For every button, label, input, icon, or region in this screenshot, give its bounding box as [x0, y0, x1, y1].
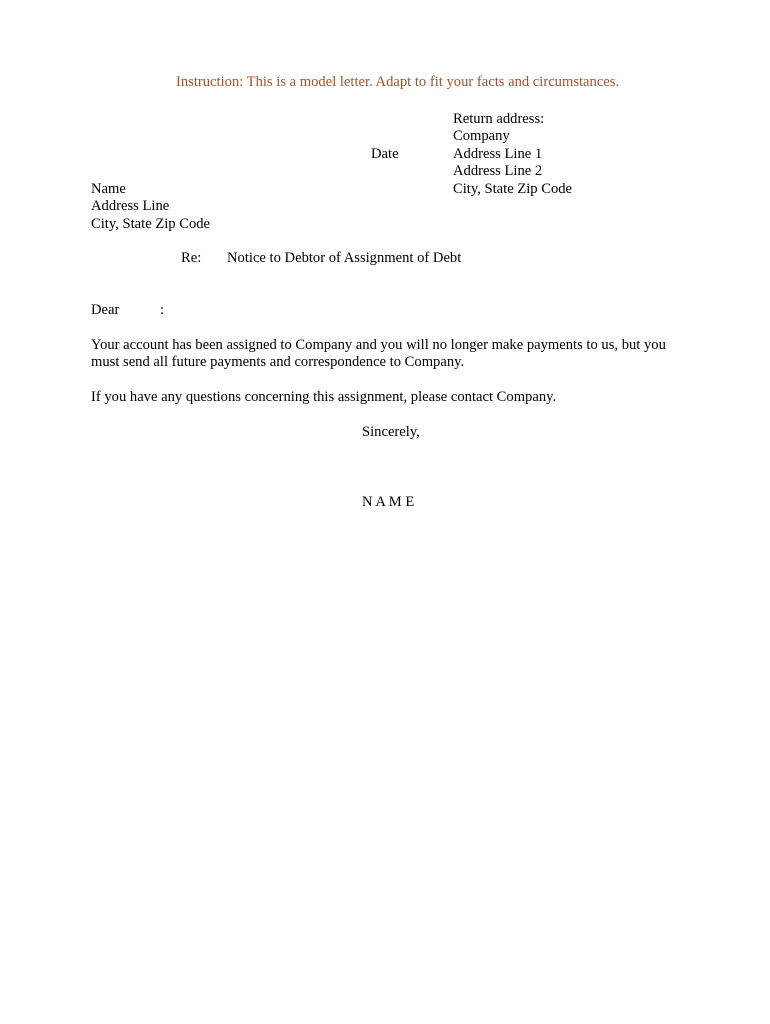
salutation-colon: :: [160, 302, 165, 318]
recipient-address-line: Address Line: [91, 198, 170, 215]
return-address-company: Company: [453, 128, 510, 145]
return-address-line-2: Address Line 2: [453, 163, 543, 180]
recipient-city-state-zip: City, State Zip Code: [91, 215, 211, 232]
re-subject: Notice to Debtor of Assignment of Debt: [227, 250, 462, 266]
body-paragraph-1-line-2: must send all future payments and correspondence to Company.: [91, 354, 465, 371]
instruction-note: Instruction: This is a model letter. Adapt to fit your facts and circumstances.: [176, 74, 620, 90]
return-address-block: [453, 111, 572, 198]
body-paragraph-1-line-1: Your account has been assigned to Company and you will no longer make payments to us, but you: [91, 337, 666, 353]
closing-sincerely: Sincerely,: [362, 424, 420, 440]
body-paragraph-2: If you have any questions concerning this assignment, please contact Company.: [91, 389, 557, 405]
return-address-line-1: Address Line 1: [453, 145, 543, 162]
body-paragraph-1: [91, 337, 666, 372]
salutation-dear: Dear: [91, 302, 120, 318]
date-label: Date: [371, 146, 399, 162]
recipient-name: Name: [91, 181, 126, 197]
return-address-city-state-zip: City, State Zip Code: [453, 180, 573, 197]
return-address-heading: Return address:: [453, 111, 545, 127]
recipient-address-block: [91, 181, 210, 233]
re-label: Re:: [181, 250, 202, 266]
signature-name: N A M E: [362, 494, 415, 510]
